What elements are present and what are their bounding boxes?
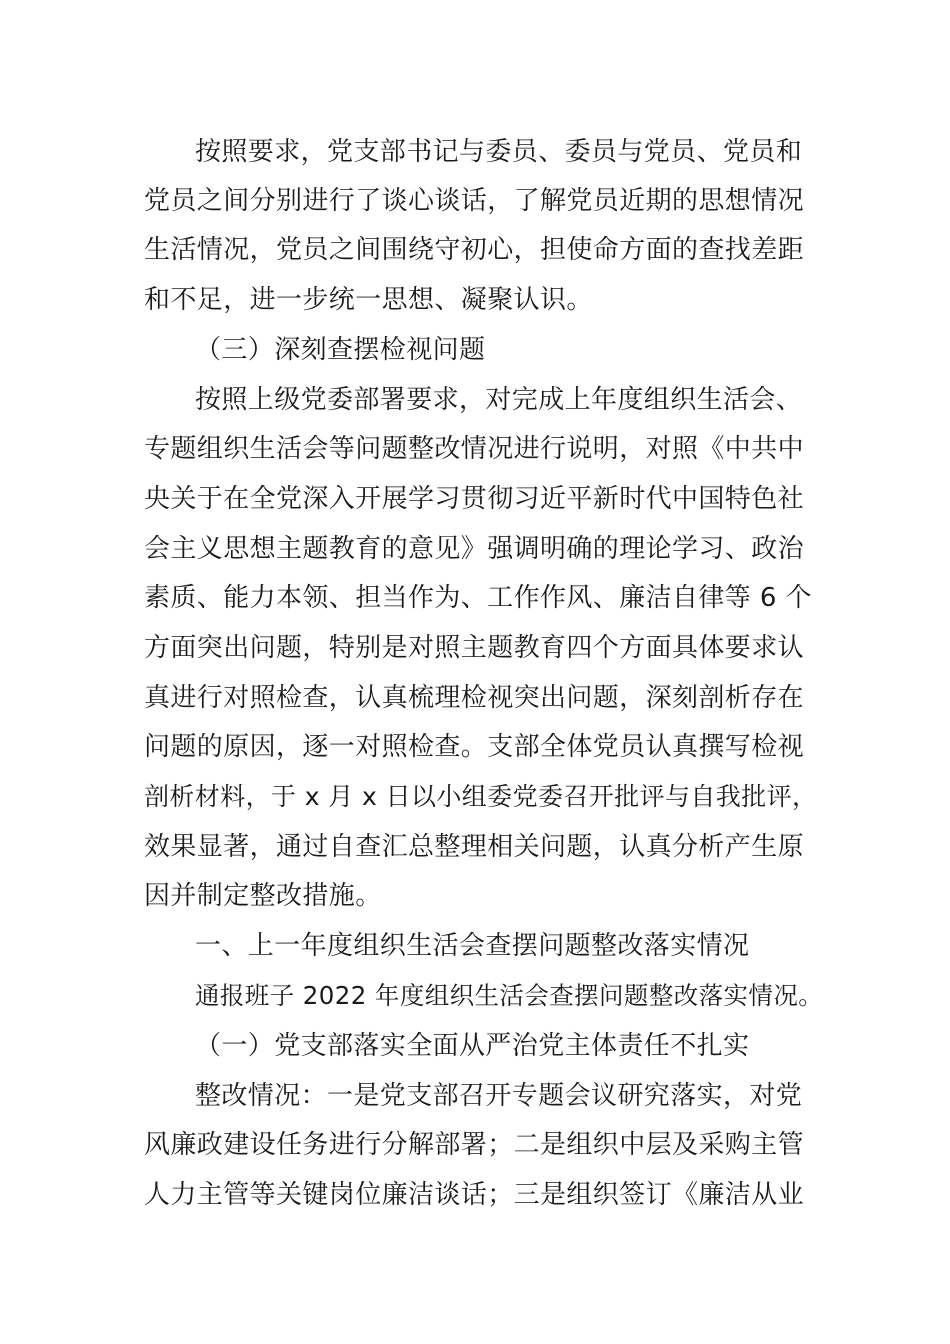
text-line: 人力主管等关键岗位廉洁谈话；三是组织签订《廉洁从业 bbox=[144, 1180, 805, 1210]
text-line: 因并制定整改措施。 bbox=[144, 881, 382, 911]
text-line: 按照上级党委部署要求，对完成上年度组织生活会、 bbox=[195, 385, 803, 415]
text-line: 专题组织生活会等问题整改情况进行说明，对照《中共中 bbox=[144, 434, 805, 464]
text-line: 会主义思想主题教育的意见》强调明确的理论学习、政治 bbox=[144, 534, 805, 564]
text-line: 方面突出问题，特别是对照主题教育四个方面具体要求认 bbox=[144, 633, 805, 663]
text-line: 按照要求，党支部书记与委员、委员与党员、党员和 bbox=[195, 137, 803, 167]
text-line: 和不足，进一步统一思想、凝聚认识。 bbox=[144, 285, 593, 315]
text-line: 整改情况：一是党支部召开专题会议研究落实，对党 bbox=[195, 1081, 803, 1111]
section-heading: （一）党支部落实全面从严治党主体责任不扎实 bbox=[195, 1031, 750, 1061]
text-line: 问题的原因，逐一对照检查。支部全体党员认真撰写检视 bbox=[144, 732, 805, 762]
text-line: 央关于在全党深入开展学习贯彻习近平新时代中国特色社 bbox=[144, 484, 805, 514]
text-line: 素质、能力本领、担当作为、工作作风、廉洁自律等 6 个 bbox=[144, 583, 812, 613]
text-line: 党员之间分别进行了谈心谈话，了解党员近期的思想情况 bbox=[144, 186, 805, 216]
text-line: 生活情况，党员之间围绕守初心，担使命方面的查找差距 bbox=[144, 235, 805, 265]
text-line: 剖析材料，于 x 月 x 日以小组委党委召开批评与自我批评， bbox=[144, 782, 818, 811]
text-line: 效果显著，通过自查汇总整理相关问题，认真分析产生原 bbox=[144, 832, 805, 862]
text-line: 真进行对照检查，认真梳理检视突出问题，深刻剖析存在 bbox=[144, 683, 805, 713]
text-line: 风廉政建设任务进行分解部署；二是组织中层及采购主管 bbox=[144, 1130, 805, 1160]
text-line: 通报班子 2022 年度组织生活会查摆问题整改落实情况。 bbox=[195, 981, 824, 1010]
section-heading: 一、上一年度组织生活会查摆问题整改落实情况 bbox=[195, 931, 750, 961]
section-heading: （三）深刻查摆检视问题 bbox=[195, 335, 486, 365]
